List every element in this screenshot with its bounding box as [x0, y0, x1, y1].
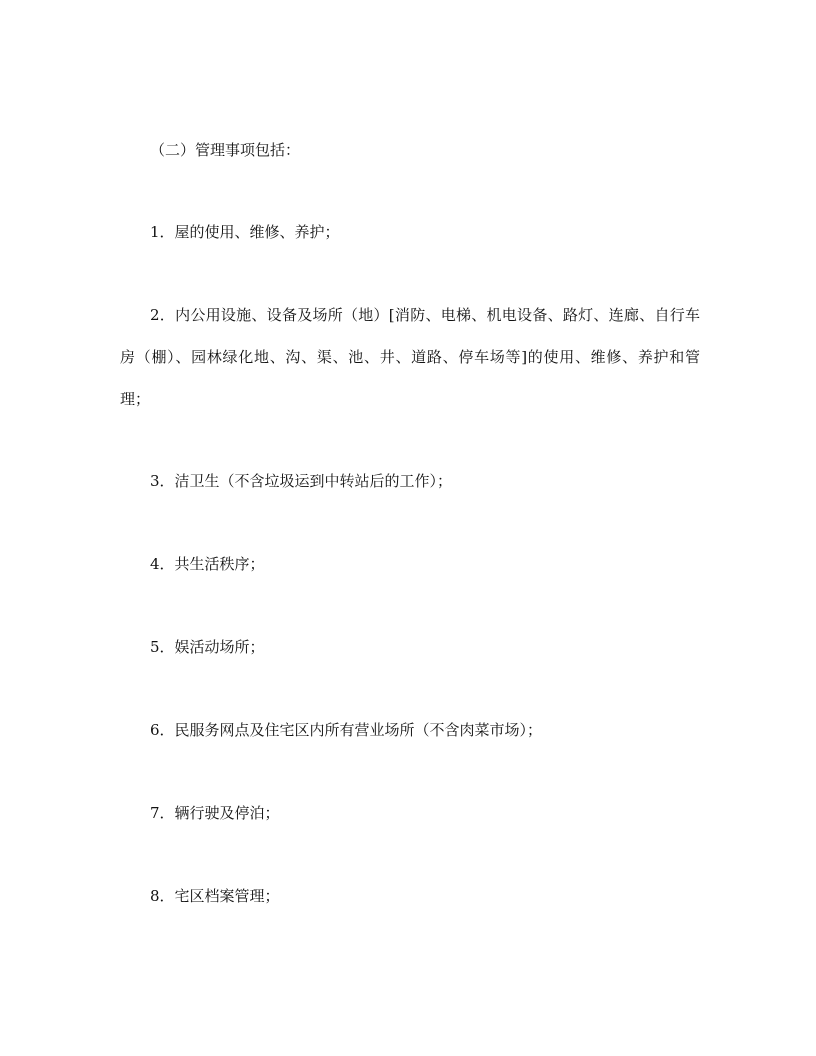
list-item: 1．屋的使用、维修、养护；: [150, 223, 340, 241]
list-item: 4．共生活秩序；: [150, 555, 265, 573]
list-item: 8．宅区档案管理；: [150, 887, 280, 905]
list-item: 7．辆行驶及停泊；: [150, 804, 280, 822]
section-heading: （二）管理事项包括：: [150, 141, 301, 159]
list-item: 5．娱活动场所；: [150, 638, 265, 656]
list-item: 3．洁卫生（不含垃圾运到中转站后的工作）；: [150, 472, 453, 490]
list-item: 6．民服务网点及住宅区内所有营业场所（不含肉菜市场）；: [150, 721, 543, 739]
list-item: 2．内公用设施、设备及场所（地）[消防、电梯、机电设备、路灯、连廊、自行车房（棚）、园林绿化地、沟、渠、池、井、道路、停车场等]的使用、维修、养护和管理；: [120, 306, 700, 408]
